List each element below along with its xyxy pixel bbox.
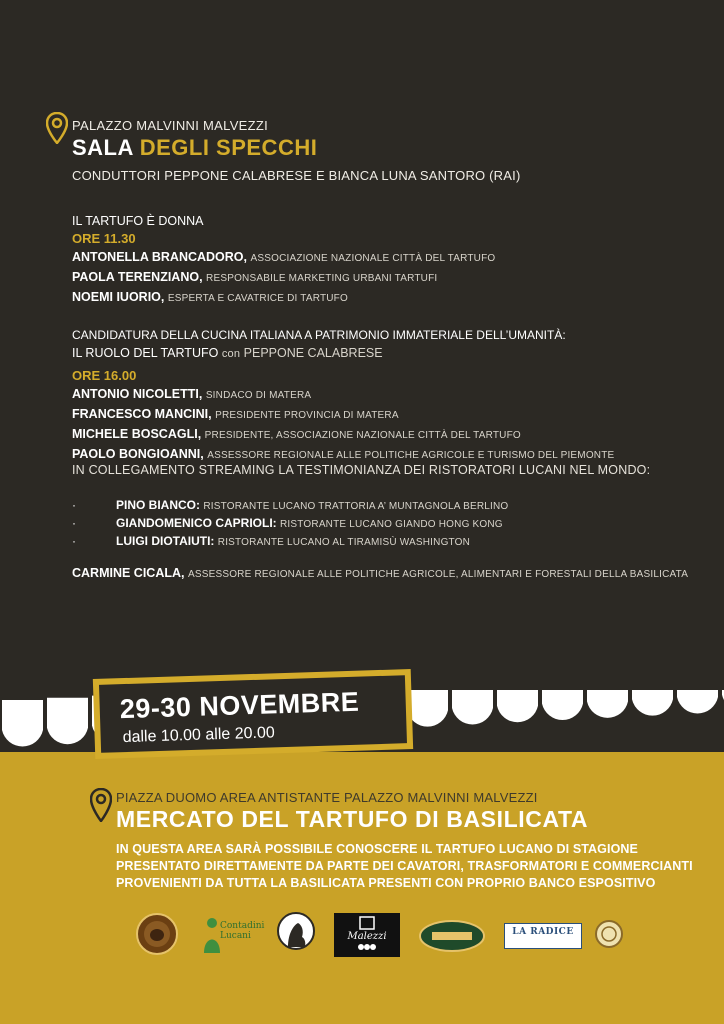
restaurant-desc: RISTORANTE LUCANO AL TIRAMISÙ WASHINGTON bbox=[217, 537, 471, 548]
speaker-name: FRANCESCO MANCINI, bbox=[72, 407, 212, 421]
location-pin-icon bbox=[46, 112, 68, 144]
la-radice-logo bbox=[504, 923, 582, 949]
speaker-role: ASSESSORE REGIONALE ALLE POLITICHE AGRICOLE, ALIMENTARI E FORESTALI DELLA BASILICATA bbox=[187, 569, 689, 580]
market-title: MERCATO DEL TARTUFO DI BASILICATA bbox=[116, 806, 589, 832]
speaker-row bbox=[72, 445, 614, 465]
awning-scallop bbox=[632, 690, 673, 716]
session-2 bbox=[72, 326, 614, 465]
awning-scallop bbox=[497, 690, 538, 722]
session-2-time: ORE 16.00 bbox=[72, 368, 137, 383]
market-description bbox=[116, 841, 693, 892]
session-2-title-main: IL RUOLO DEL TARTUFO bbox=[72, 346, 219, 360]
awning-scallop bbox=[542, 690, 583, 720]
speaker-name: CARMINE CICALA, bbox=[72, 566, 185, 580]
event-hours: dalle 10.00 alle 20.00 bbox=[122, 724, 275, 747]
speaker-role: PRESIDENTE, ASSOCIAZIONE NAZIONALE CITTÀ DEL TARTUFO bbox=[204, 430, 521, 441]
bullet-icon: · bbox=[72, 498, 76, 512]
hosts-line: CONDUTTORI PEPPONE CALABRESE E BIANCA LUNA SANTORO (RAI) bbox=[72, 168, 521, 183]
speaker-row bbox=[72, 248, 495, 268]
awning-scallop bbox=[47, 698, 88, 744]
speaker-name: PAOLA TERENZIANO, bbox=[72, 270, 203, 284]
awning-scallop bbox=[2, 700, 43, 746]
speaker-role: ESPERTA E CAVATRICE DI TARTUFO bbox=[167, 293, 348, 304]
streaming-line: IN COLLEGAMENTO STREAMING LA TESTIMONIANZA DEI RISTORATORI LUCANI NEL MONDO: bbox=[72, 463, 651, 477]
hall-title bbox=[72, 135, 317, 161]
date-banner bbox=[93, 669, 413, 759]
restaurant-desc: RISTORANTE LUCANO GIANDO HONG KONG bbox=[280, 519, 503, 530]
awning-scallop bbox=[677, 690, 718, 713]
awning-scallop bbox=[452, 690, 493, 724]
market-desc-line: PRESENTATO DIRETTAMENTE DA PARTE DEI CAVATORI, TRASFORMATORI E COMMERCIANTI bbox=[116, 859, 693, 873]
seal-logo bbox=[594, 919, 624, 949]
speaker-name: ANTONIO NICOLETTI, bbox=[72, 387, 203, 401]
speaker-row bbox=[72, 385, 614, 405]
contadini-lucani-logo bbox=[200, 913, 264, 957]
speaker-role: ASSOCIAZIONE NAZIONALE CITTÀ DEL TARTUFO bbox=[250, 253, 496, 264]
event-dates: 29-30 NOVEMBRE bbox=[119, 686, 360, 725]
restaurateur-name: PINO BIANCO: bbox=[116, 498, 200, 512]
speaker-row bbox=[72, 288, 495, 308]
market-desc-line: PROVENIENTI DA TUTTA LA BASILICATA PRESENTI CON PROPRIO BANCO ESPOSITIVO bbox=[116, 876, 656, 890]
truffle-association-logo bbox=[136, 913, 178, 955]
speaker-name: MICHELE BOSCAGLI, bbox=[72, 427, 202, 441]
session-1-time: ORE 11.30 bbox=[72, 231, 136, 246]
session-2-title-with: con bbox=[221, 348, 241, 360]
speaker-row bbox=[72, 425, 614, 445]
restaurateur-name: LUIGI DIOTAIUTI: bbox=[116, 534, 215, 548]
oval-brand-logo bbox=[418, 919, 486, 953]
session-1 bbox=[72, 212, 495, 308]
restaurant-desc: RISTORANTE LUCANO TRATTORIA A’ MUNTAGNOLA BERLINO bbox=[203, 501, 509, 512]
speaker-role: ASSESSORE REGIONALE ALLE POLITICHE AGRICOLE E TURISMO DEL PIEMONTE bbox=[207, 450, 615, 461]
session-2-title-line1: CANDIDATURA DELLA CUCINA ITALIANA A PATRIMONIO IMMATERIALE DELL’UMANITÀ: bbox=[72, 328, 566, 342]
session-1-title: IL TARTUFO È DONNA bbox=[72, 214, 204, 228]
location-pin-icon bbox=[90, 788, 112, 822]
sponsor-logos bbox=[0, 905, 724, 965]
market-venue: PIAZZA DUOMO AREA ANTISTANTE PALAZZO MALVINNI MALVEZZI bbox=[116, 790, 538, 805]
la-radice-label: LA RADICE bbox=[512, 927, 574, 937]
session-2-title-guest: PEPPONE CALABRESE bbox=[243, 346, 383, 360]
speaker-name: NOEMI IUORIO, bbox=[72, 290, 165, 304]
speaker-name: PAOLO BONGIOANNI, bbox=[72, 447, 204, 461]
session-2-title-line2 bbox=[72, 344, 614, 363]
bullet-icon: · bbox=[72, 534, 76, 548]
restaurateur-name: GIANDOMENICO CAPRIOLI: bbox=[116, 516, 277, 530]
market-desc-line: IN QUESTA AREA SARÀ POSSIBILE CONOSCERE IL TARTUFO LUCANO DI STAGIONE bbox=[116, 842, 638, 856]
malezzi-logo bbox=[334, 913, 400, 957]
venue-name: PALAZZO MALVINNI MALVEZZI bbox=[72, 118, 269, 133]
speaker-role: PRESIDENTE PROVINCIA DI MATERA bbox=[215, 410, 399, 421]
hall-title-word2: DEGLI SPECCHI bbox=[139, 135, 318, 160]
silhouette-logo bbox=[276, 911, 316, 957]
awning-scallop bbox=[407, 690, 448, 727]
speaker-row bbox=[72, 268, 495, 288]
malezzi-label: Malezzi bbox=[347, 931, 387, 942]
hall-title-word1: SALA bbox=[72, 135, 134, 160]
bullet-icon: · bbox=[72, 516, 76, 530]
speaker-role: SINDACO DI MATERA bbox=[205, 390, 312, 401]
speaker-role: RESPONSABILE MARKETING URBANI TARTUFI bbox=[206, 273, 438, 284]
awning-scallop bbox=[587, 690, 628, 718]
contadini-lucani-label: Contadini Lucani bbox=[220, 921, 265, 941]
closing-speaker bbox=[72, 566, 688, 580]
speaker-row bbox=[72, 405, 614, 425]
speaker-name: ANTONELLA BRANCADORO, bbox=[72, 250, 247, 264]
